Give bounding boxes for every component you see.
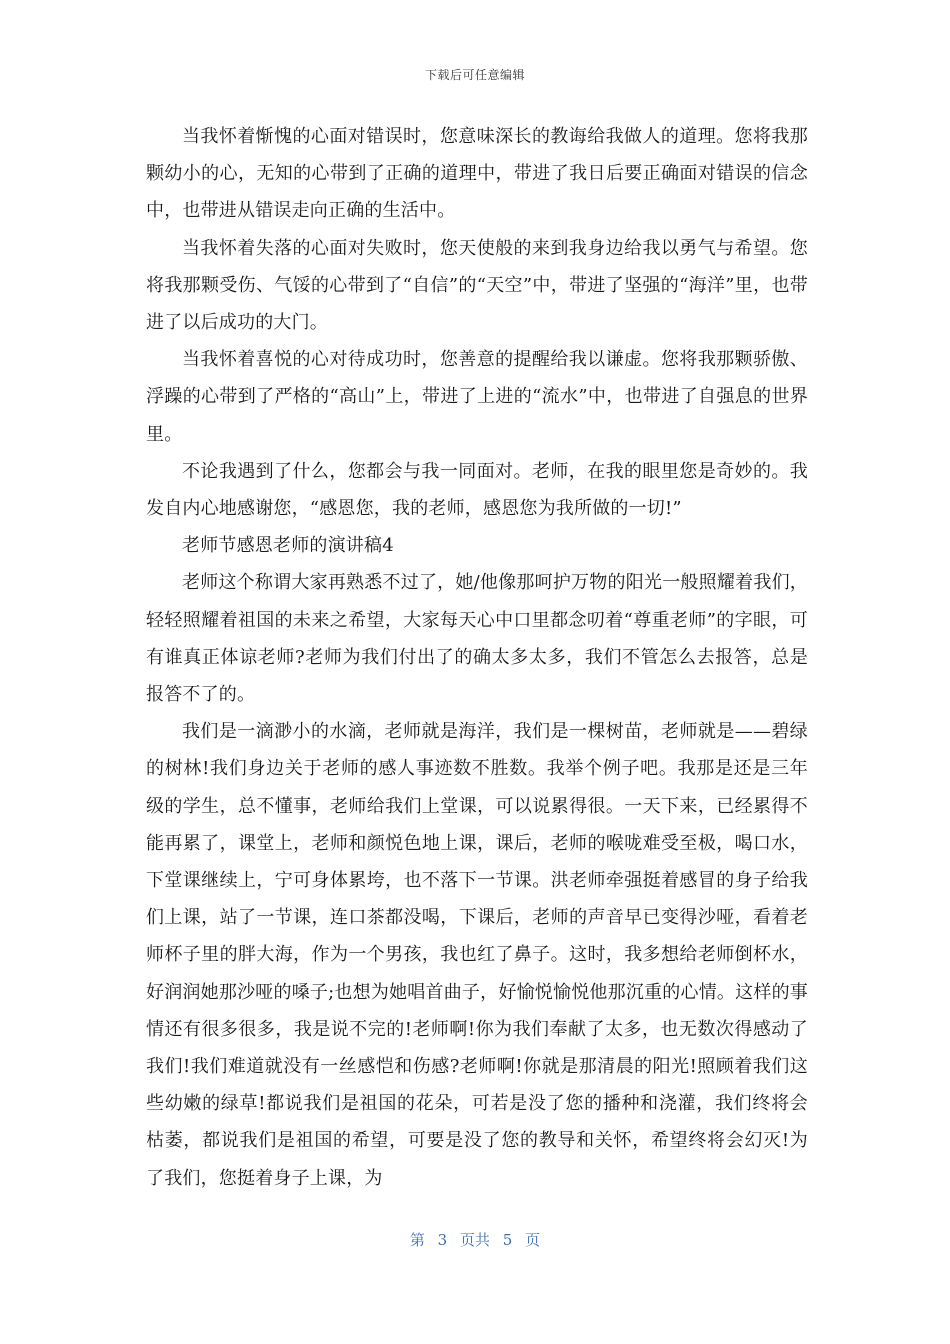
page-number: 第 3 页共 5 页 — [409, 1231, 541, 1249]
paragraph: 老师这个称谓大家再熟悉不过了，她/他像那呵护万物的阳光一般照耀着我们，轻轻照耀着祖国的未来之希望，大家每天心中口里都念叨着“尊重老师”的字眼，可有谁真正体谅老师?老师为我们付出了的确太多太多，我们不管怎么去报答，总是报答不了的。 — [146, 572, 808, 706]
paragraph: 当我怀着惭愧的心面对错误时，您意味深长的教诲给我做人的道理。您将我那颗幼小的心，无知的心带到了正确的道理中，带进了我日后要正确面对错误的信念中，也带进从错误走向正确的生活中。 — [146, 126, 808, 222]
document-body — [146, 118, 808, 1197]
paragraph: 当我怀着喜悦的心对待成功时，您善意的提醒给我以谦虚。您将我那颗骄傲、浮躁的心带到了严格的“高山”上，带进了上进的“流水”中，也带进了自强息的世界里。 — [146, 349, 808, 445]
paragraph: 不论我遇到了什么，您都会与我一同面对。老师，在我的眼里您是奇妙的。我发自内心地感谢您，“感恩您，我的老师，感恩您为我所做的一切!” — [146, 460, 808, 520]
paragraph: 当我怀着失落的心面对失败时，您天使般的来到我身边给我以勇气与希望。您将我那颗受伤、气馁的心带到了“自信”的“天空”中，带进了坚强的“海洋”里，也带进了以后成功的大门。 — [146, 237, 808, 334]
section-heading: 老师节感恩老师的演讲稿4 — [182, 535, 394, 557]
page-header: 下载后可任意编辑 — [424, 68, 525, 82]
paragraph: 我们是一滴渺小的水滴，老师就是海洋，我们是一棵树苗，老师就是——碧绿的树林!我们身边关于老师的感人事迹数不胜数。我举个例子吧。我那是还是三年级的学生，总不懂事，老师给我们上堂课，可以说累得很。一天下来，已经累得不能再累了，课堂上，老师和颜悦色地上课，课后，老师的喉咙难受至极，喝口水，下堂课继续上，宁可身体累垮，也不落下一节课。洪老师牵强挺着感冒的身子给我们上课，站了一节课，连口茶都没喝，下课后，老师的声音早已变得沙哑，看着老师杯子里的胖大海，作为一个男孩，我也红了鼻子。这时，我多想给老师倒杯水，好润润她那沙哑的嗓子;也想为她唱首曲子，好愉悦愉悦他那沉重的心情。这样的事情还有很多很多，我是说不完的!老师啊!你为我们奉献了太多，也无数次得感动了我们!我们难道就没有一丝感恺和伤感?老师啊!你就是那清晨的阳光!照顾着我们这些幼嫩的绿草!都说我们是祖国的花朵，可若是没了您的播种和浇灌，我们终将会枯萎，都说我们是祖国的希望，可要是没了您的教导和关怀，希望终将会幻灭!为了我们，您挺着身子上课，为 — [146, 721, 808, 1189]
